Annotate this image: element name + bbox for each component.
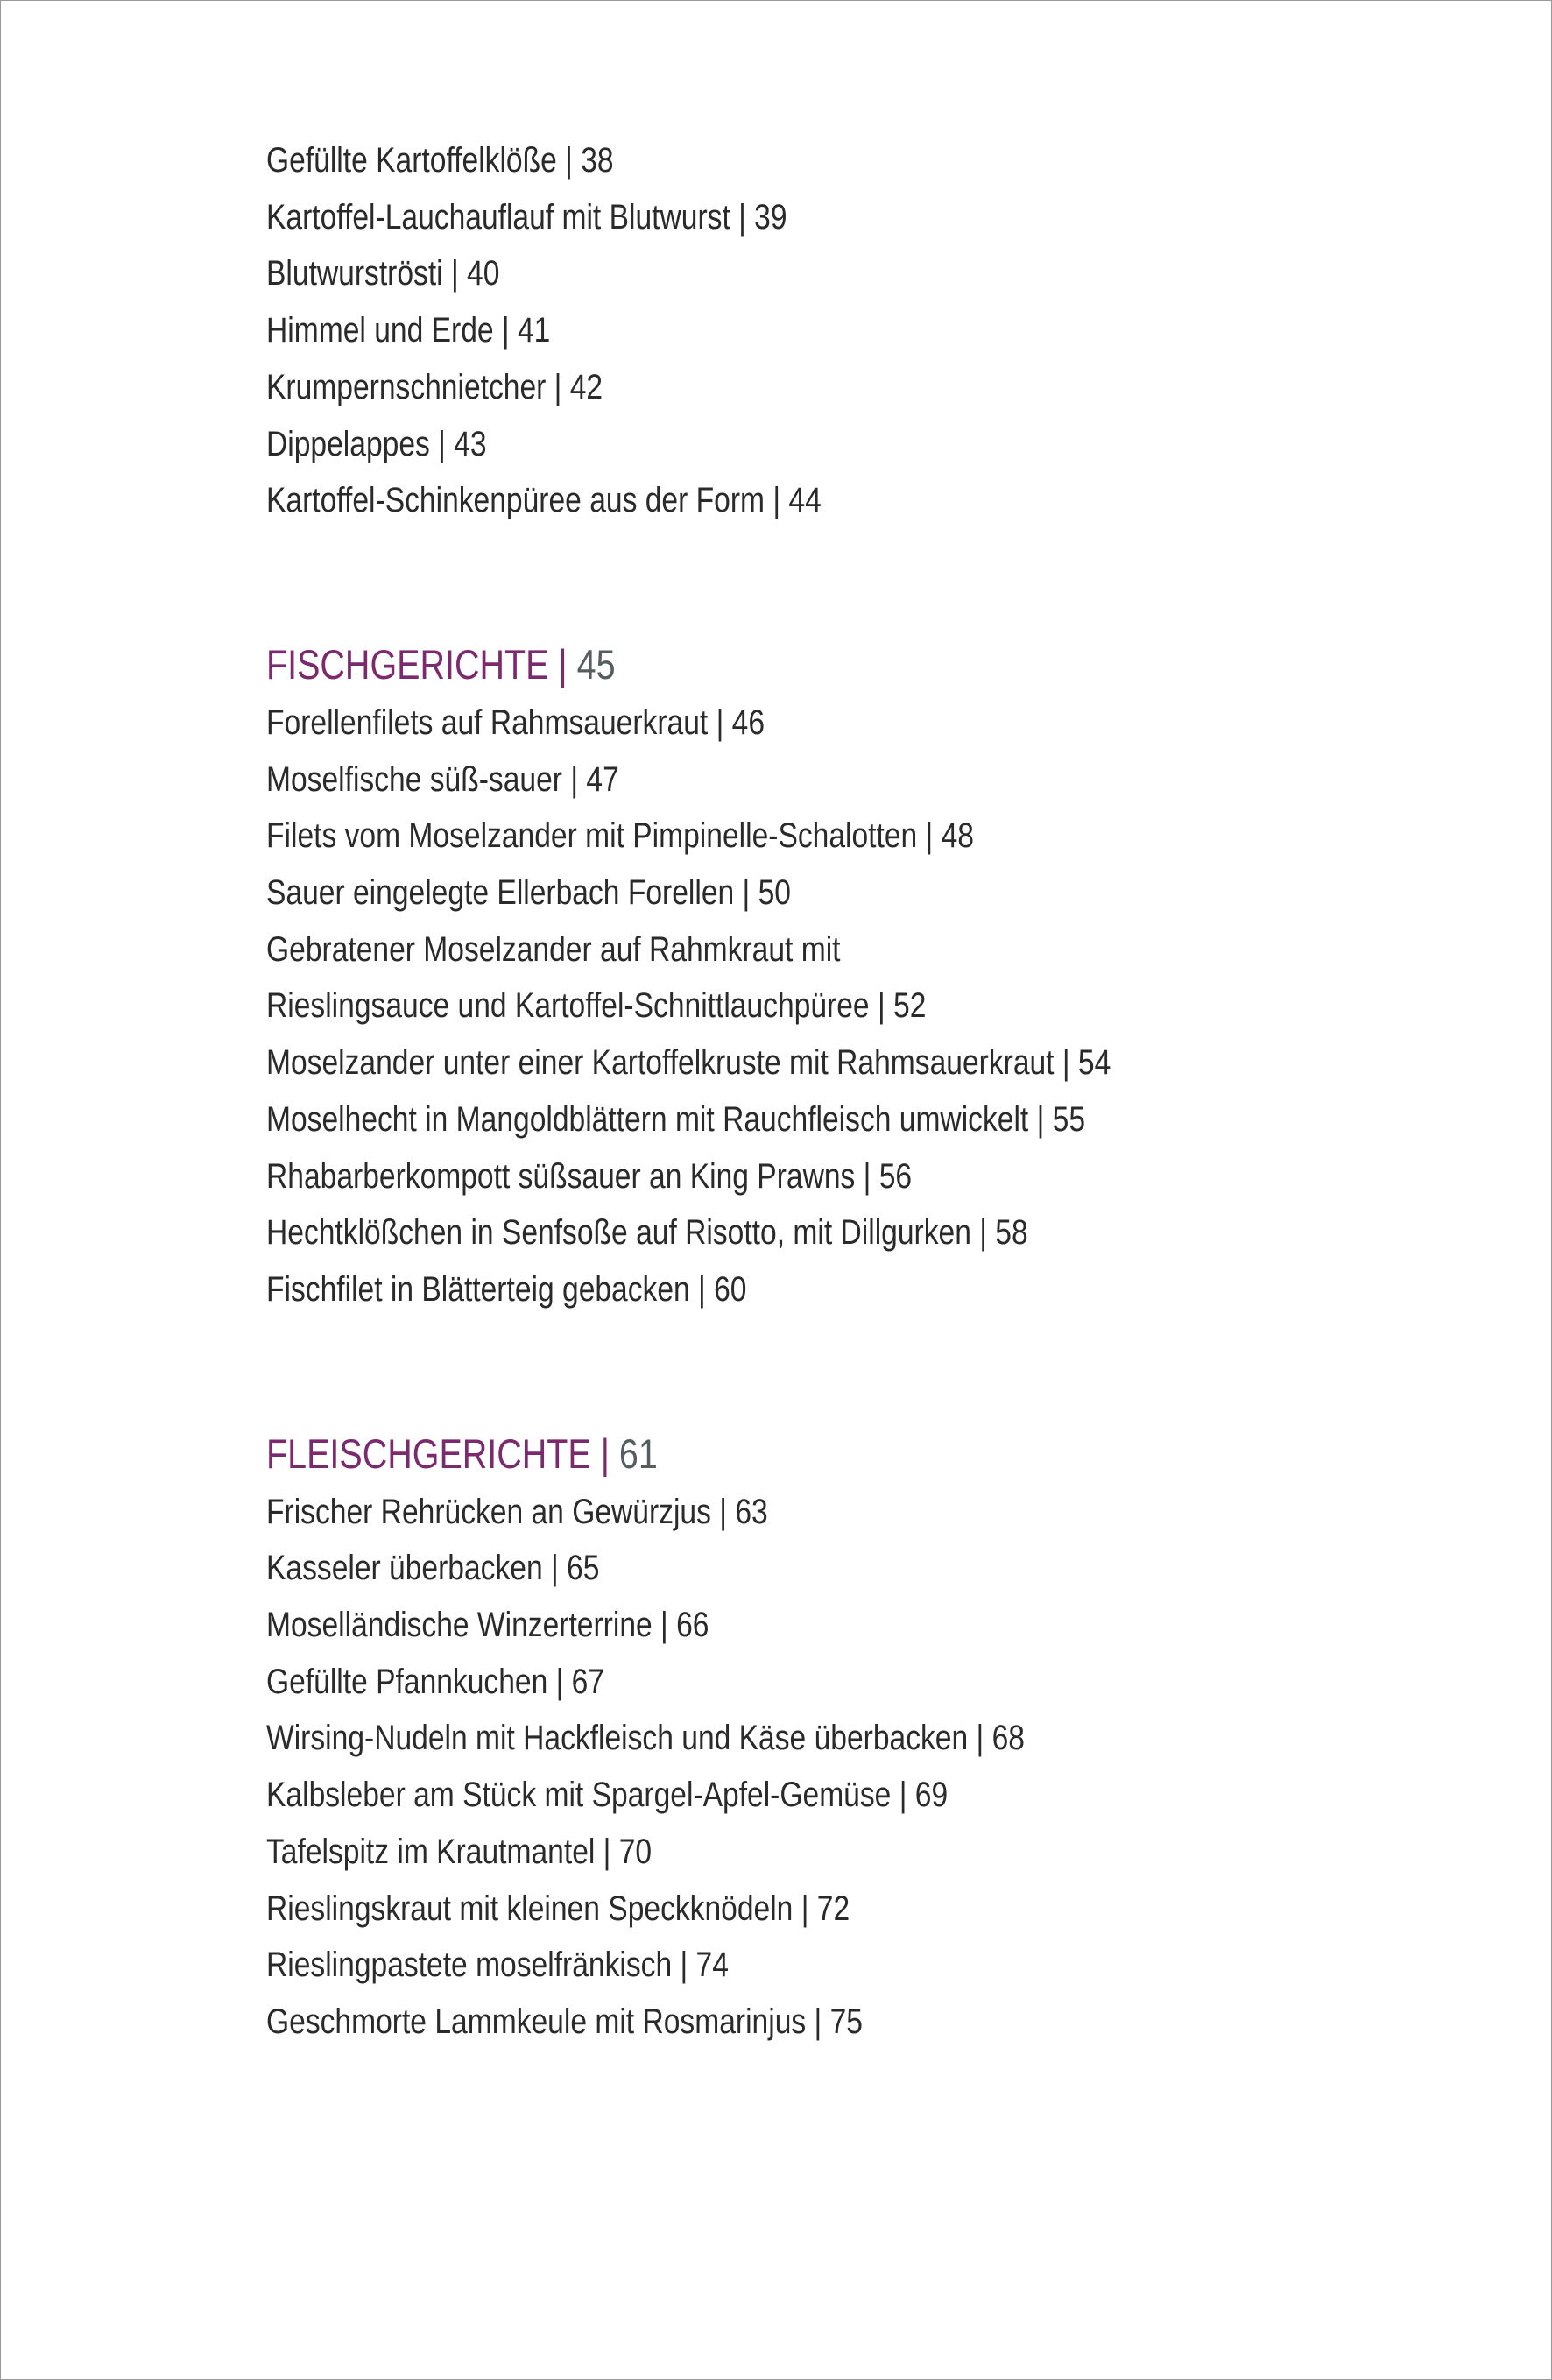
toc-entry: Frischer Rehrücken an Gewürzjus | 63: [266, 1492, 768, 1531]
toc-entry: Rieslingskraut mit kleinen Speckknödeln | 72: [266, 1889, 850, 1928]
toc-entry: Kartoffel-Lauchauflauf mit Blutwurst | 39: [266, 197, 787, 237]
section-heading: [266, 1426, 1296, 1484]
toc-entry: Gefüllte Pfannkuchen | 67: [266, 1662, 605, 1701]
section-title: FLEISCHGERICHTE |: [266, 1430, 619, 1477]
toc-entry: Gebratener Moselzander auf Rahmkraut mit: [266, 929, 841, 969]
toc-entry: Geschmorte Lammkeule mit Rosmarinjus | 75: [266, 2002, 863, 2041]
toc-entry: Filets vom Moselzander mit Pimpinelle-Schalotten | 48: [266, 816, 975, 856]
intro-entry-list: [266, 132, 1492, 529]
toc-entry: Rhabarberkompott süßsauer an King Prawns | 56: [266, 1156, 913, 1196]
table-of-contents: [266, 132, 1492, 2051]
section-spacer: [266, 529, 1492, 637]
section-page-number: 61: [618, 1430, 658, 1477]
toc-entry: Rieslingpastete moselfränkisch | 74: [266, 1946, 729, 1985]
toc-entry: Sauer eingelegte Ellerbach Forellen | 50: [266, 873, 791, 913]
section-spacer: [266, 1318, 1492, 1426]
section-page-number: 45: [576, 640, 616, 688]
toc-entry: Hechtklößchen in Senfsoße auf Risotto, mit Dillgurken | 58: [266, 1213, 1028, 1253]
toc-entry: Forellenfilets auf Rahmsauerkraut | 46: [266, 703, 765, 742]
section-heading: [266, 637, 1296, 695]
toc-entry: Tafelspitz im Krautmantel | 70: [266, 1832, 653, 1871]
toc-entry: Kartoffel-Schinkenpüree aus der Form | 44: [266, 481, 822, 520]
toc-entry: Rieslingsauce und Kartoffel-Schnittlauchpüree | 52: [266, 986, 927, 1026]
toc-entry: Dippelappes | 43: [266, 424, 487, 463]
section-fleischgerichte: [266, 1426, 1492, 2051]
toc-entry: Moselfische süß-sauer | 47: [266, 759, 619, 799]
toc-entry: Kalbsleber am Stück mit Spargel-Apfel-Gemüse | 69: [266, 1776, 949, 1815]
toc-entry: Himmel und Erde | 41: [266, 311, 551, 350]
section-title: FISCHGERICHTE |: [266, 640, 577, 688]
toc-entry: Kasseler überbacken | 65: [266, 1549, 600, 1588]
toc-entry: Moselzander unter einer Kartoffelkruste mit Rahmsauerkraut | 54: [266, 1043, 1111, 1083]
toc-entry: Krumpernschnietcher | 42: [266, 367, 603, 406]
toc-entry: Fischfilet in Blätterteig gebacken | 60: [266, 1269, 747, 1309]
toc-entry: Blutwurströsti | 40: [266, 254, 500, 293]
toc-entry: Wirsing-Nudeln mit Hackfleisch und Käse überbacken | 68: [266, 1719, 1025, 1758]
section-fischgerichte: [266, 637, 1492, 1318]
toc-entry: Moselländische Winzerterrine | 66: [266, 1606, 709, 1645]
toc-entry: Moselhecht in Mangoldblättern mit Rauchfleisch umwickelt | 55: [266, 1099, 1086, 1139]
toc-entry: Gefüllte Kartoffelklöße | 38: [266, 141, 614, 180]
